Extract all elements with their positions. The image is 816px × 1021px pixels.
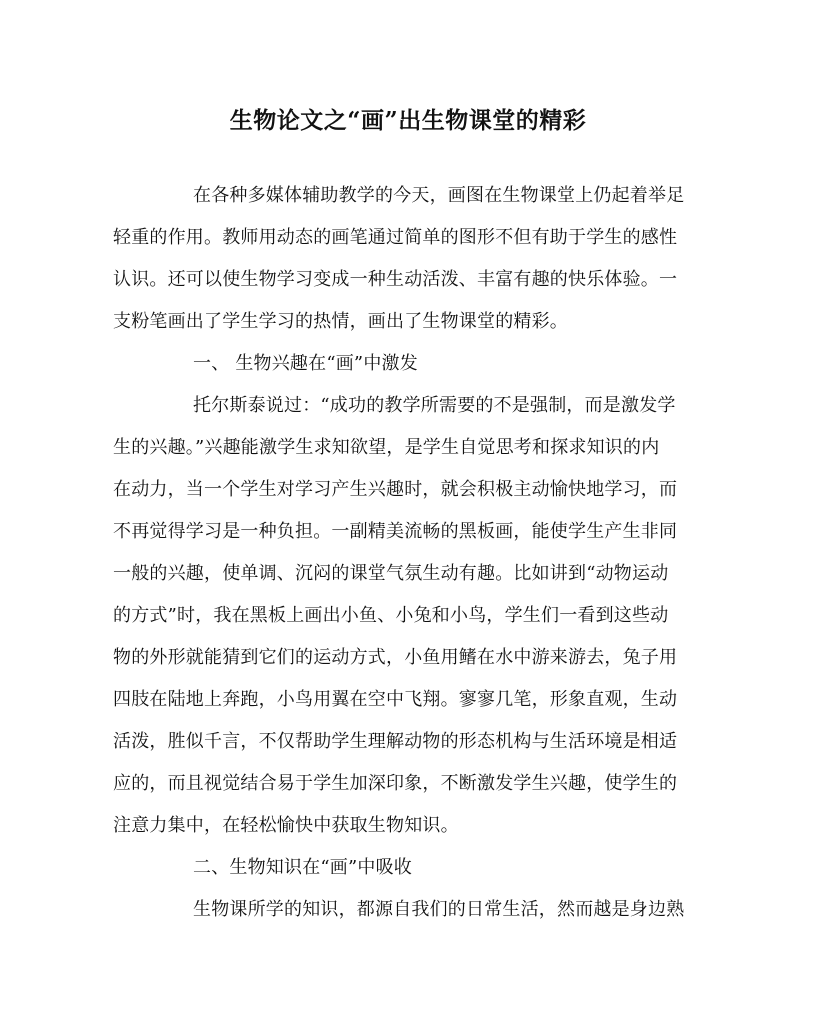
paragraph-line: 不再觉得学习是一种负担。一副精美流畅的黑板画，能使学生产生非同 — [113, 521, 678, 542]
paragraph-line: 物的外形就能猜到它们的运动方式，小鱼用鳍在水中游来游去，兔子用 — [113, 647, 678, 668]
paragraph-line: 生的兴趣。”兴趣能激学生求知欲望，是学生自觉思考和探求知识的内 — [113, 437, 660, 458]
paragraph-line: 四肢在陆地上奔跑，小鸟用翼在空中飞翔。寥寥几笔，形象直观，生动 — [113, 689, 678, 710]
paragraph-line: 活泼，胜似千言，不仅帮助学生理解动物的形态机构与生活环境是相适 — [113, 731, 678, 752]
paragraph-line: 认识。还可以使生物学习变成一种生动活泼、丰富有趣的快乐体验。一 — [113, 269, 678, 290]
section-heading-2: 二、生物知识在“画”中吸收 — [193, 857, 413, 878]
paragraph-line: 托尔斯泰说过：“成功的教学所需要的不是强制，而是激发学 — [193, 395, 676, 416]
paragraph-line: 注意力集中，在轻松愉快中获取生物知识。 — [113, 815, 459, 836]
paragraph-line: 在各种多媒体辅助教学的今天，画图在生物课堂上仍起着举足 — [193, 185, 685, 206]
document-title: 生物论文之“画”出生物课堂的精彩 — [229, 107, 587, 134]
paragraph-line: 支粉笔画出了学生学习的热情，画出了生物课堂的精彩。 — [113, 311, 568, 332]
paragraph-line: 在动力，当一个学生对学习产生兴趣时，就会积极主动愉快地学习，而 — [113, 479, 678, 500]
paragraph-line: 轻重的作用。教师用动态的画笔通过简单的图形不但有助于学生的感性 — [113, 227, 678, 248]
paragraph-line: 的方式”时，我在黑板上画出小鱼、小兔和小鸟，学生们一看到这些动 — [113, 605, 669, 626]
paragraph-line: 一般的兴趣，使单调、沉闷的课堂气氛生动有趣。比如讲到“动物运动 — [113, 563, 669, 584]
paragraph-line: 生物课所学的知识，都源自我们的日常生活，然而越是身边熟 — [193, 899, 685, 920]
section-heading-1: 一、 生物兴趣在“画”中激发 — [193, 353, 418, 374]
paragraph-line: 应的，而且视觉结合易于学生加深印象，不断激发学生兴趣，使学生的 — [113, 773, 678, 794]
